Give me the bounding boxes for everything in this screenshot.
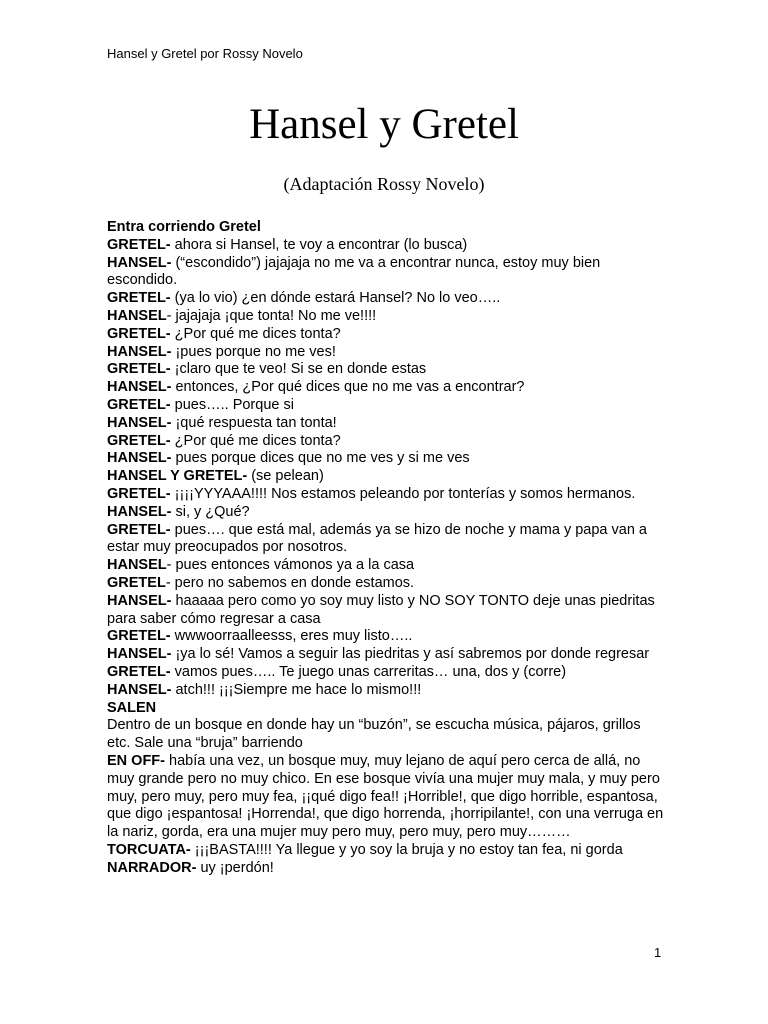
speaker-label: HANSEL- <box>107 592 172 609</box>
dialogue-text: entonces, ¿Por qué dices que no me vas a encontrar? <box>171 379 525 396</box>
script-line <box>107 575 667 593</box>
running-header: Hansel y Gretel por Rossy Novelo <box>107 46 303 61</box>
script-line <box>107 379 667 397</box>
script-line <box>107 593 667 629</box>
speaker-label: HANSEL <box>107 307 167 324</box>
dialogue-text: haaaaa pero como yo soy muy listo y NO SOY TONTO deje unas piedritas para saber cómo regresar a casa <box>107 592 655 627</box>
dialogue-text: (se pelean) <box>247 468 324 485</box>
speaker-label: HANSEL- <box>107 681 172 698</box>
dialogue-text: ¿Por qué me dices tonta? <box>170 432 341 449</box>
dialogue-text: uy ¡perdón! <box>196 859 274 876</box>
script-line <box>107 433 667 451</box>
speaker-label: EN OFF- <box>107 752 165 769</box>
script-body <box>107 219 667 877</box>
script-line <box>107 682 667 700</box>
speaker-label: GRETEL- <box>107 325 171 342</box>
dialogue-text: (ya lo vio) ¿en dónde estará Hansel? No lo veo….. <box>170 290 501 307</box>
script-line <box>107 308 667 326</box>
dialogue-text: atch!!! ¡¡¡Siempre me hace lo mismo!!! <box>171 681 422 698</box>
speaker-label: GRETEL- <box>107 628 171 645</box>
page-number: 1 <box>654 945 662 960</box>
script-line <box>107 486 667 504</box>
speaker-label: NARRADOR- <box>107 859 197 876</box>
script-line <box>107 326 667 344</box>
speaker-label: GRETEL- <box>107 361 171 378</box>
speaker-label: GRETEL- <box>107 432 171 449</box>
speaker-label: HANSEL- <box>107 450 172 467</box>
dialogue-text: wwwoorraalleesss, eres muy listo….. <box>170 628 413 645</box>
dialogue-text: - pero no sabemos en donde estamos. <box>165 574 415 591</box>
speaker-label: GRETEL- <box>107 290 171 307</box>
speaker-label: SALEN <box>107 699 157 716</box>
document-title: Hansel y Gretel <box>249 101 519 148</box>
speaker-label: TORCUATA- <box>107 841 191 858</box>
dialogue-text: - pues entonces vámonos ya a la casa <box>166 557 415 574</box>
dialogue-text: pues…. que está mal, además ya se hizo de noche y mama y papa van a estar muy preocupados por nosotros. <box>107 521 647 556</box>
dialogue-text: ¡pues porque no me ves! <box>171 343 336 360</box>
dialogue-text: - jajajaja ¡que tonta! No me ve!!!! <box>166 307 377 324</box>
speaker-label: HANSEL- <box>107 503 172 520</box>
speaker-label: GRETEL- <box>107 521 171 538</box>
script-line <box>107 717 667 753</box>
dialogue-text: ¡qué respuesta tan tonta! <box>171 414 337 431</box>
speaker-label: HANSEL <box>107 557 167 574</box>
script-line <box>107 522 667 558</box>
dialogue-text: si, y ¿Qué? <box>171 503 250 520</box>
dialogue-text: ¡¡¡¡YYYAAA!!!! Nos estamos peleando por tonterías y somos hermanos. <box>170 485 636 502</box>
script-line <box>107 344 667 362</box>
script-line <box>107 255 667 291</box>
speaker-label: GRETEL- <box>107 485 171 502</box>
dialogue-text: ¡¡¡BASTA!!!! Ya llegue y yo soy la bruja y no estoy tan fea, ni gorda <box>190 841 623 858</box>
script-line <box>107 219 667 237</box>
script-line <box>107 557 667 575</box>
dialogue-text: ¡ya lo sé! Vamos a seguir las piedritas y así sabremos por donde regresar <box>171 646 650 663</box>
dialogue-text: ahora si Hansel, te voy a encontrar (lo busca) <box>170 236 468 253</box>
speaker-label: GRETEL <box>107 574 166 591</box>
script-line <box>107 397 667 415</box>
speaker-label: HANSEL- <box>107 646 172 663</box>
dialogue-text: Dentro de un bosque en donde hay un “buzón”, se escucha música, pájaros, grillos etc. Sale una “bruja” barriendo <box>107 717 641 752</box>
script-line <box>107 450 667 468</box>
speaker-label: HANSEL- <box>107 343 172 360</box>
dialogue-text: ¿Por qué me dices tonta? <box>170 325 341 342</box>
speaker-label: GRETEL- <box>107 396 171 413</box>
script-line <box>107 860 667 878</box>
script-line <box>107 646 667 664</box>
document-subtitle: (Adaptación Rossy Novelo) <box>283 174 485 194</box>
speaker-label: GRETEL- <box>107 236 171 253</box>
script-line <box>107 628 667 646</box>
speaker-label: HANSEL- <box>107 379 172 396</box>
dialogue-text: (“escondido”) jajajaja no me va a encontrar nunca, estoy muy bien escondido. <box>107 254 601 289</box>
speaker-label: HANSEL- <box>107 254 172 271</box>
speaker-label: Entra corriendo Gretel <box>107 219 261 235</box>
dialogue-text: ¡claro que te veo! Si se en donde estas <box>170 361 427 378</box>
dialogue-text: vamos pues….. Te juego unas carreritas… una, dos y (corre) <box>170 663 567 680</box>
script-line <box>107 664 667 682</box>
dialogue-text: pues porque dices que no me ves y si me ves <box>171 450 470 467</box>
speaker-label: GRETEL- <box>107 663 171 680</box>
script-line <box>107 361 667 379</box>
script-line <box>107 504 667 522</box>
dialogue-text: pues….. Porque si <box>170 396 294 413</box>
script-line <box>107 468 667 486</box>
speaker-label: HANSEL- <box>107 414 172 431</box>
script-line <box>107 415 667 433</box>
script-line <box>107 290 667 308</box>
script-line <box>107 842 667 860</box>
speaker-label: HANSEL Y GRETEL- <box>107 468 248 485</box>
script-line <box>107 753 667 842</box>
dialogue-text: había una vez, un bosque muy, muy lejano de aquí pero cerca de allá, no muy grande pero no muy chico. En ese bosque vivía una mujer muy mala, y muy pero muy, pero muy, pero muy fea, ¡¡qué digo fea!! ¡Horrible!, que digo horrible, espantosa, que digo ¡espantosa! ¡Horrenda!, que digo horrenda, ¡horripilante!, con una verruga en la nariz, gorda, era una mujer muy pero muy, pero muy, pero muy……… <box>107 752 664 841</box>
script-line <box>107 237 667 255</box>
script-line <box>107 700 667 718</box>
